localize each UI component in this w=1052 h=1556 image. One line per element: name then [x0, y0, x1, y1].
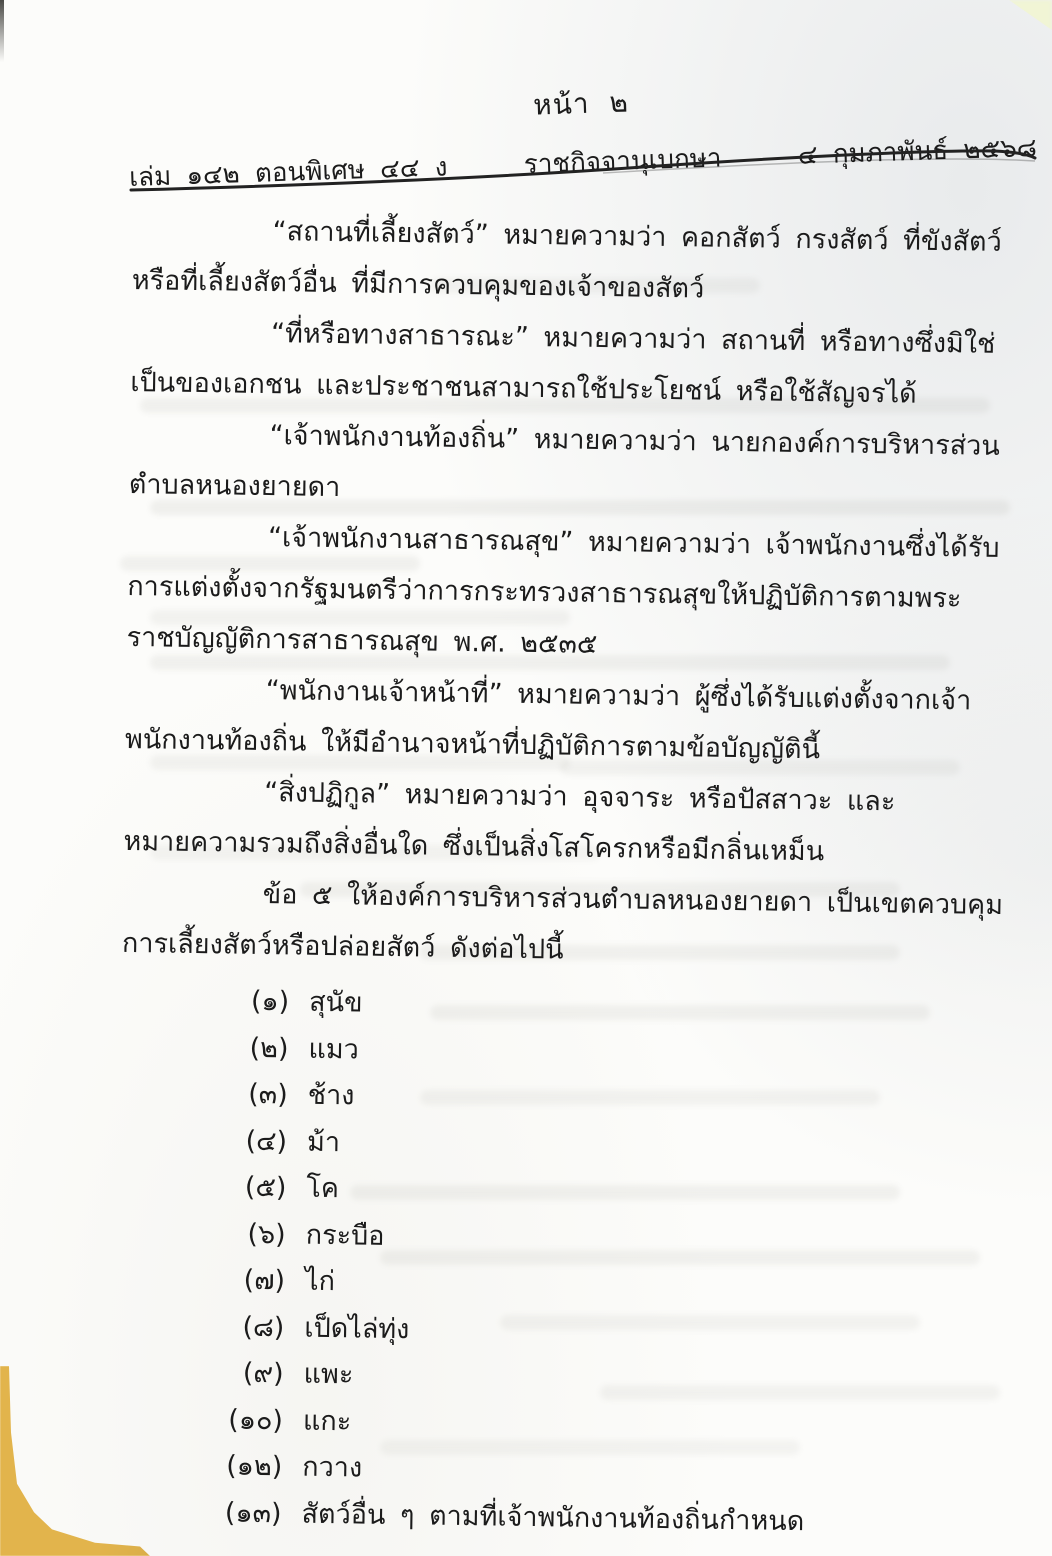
item-label: ม้า: [306, 1126, 341, 1158]
item-number: (๒): [249, 1032, 289, 1064]
definition-paragraph: “เจ้าพนักงานสาธารณสุข” หมายความว่า เจ้าพนักงานซึ่งได้รับการแต่งตั้งจากรัฐมนตรีว่าการกระทรวงสาธารณสุขให้ปฏิบัติการตามพระราชบัญญัติการสาธารณสุข พ.ศ. ๒๕๓๕: [126, 522, 1000, 660]
item-number: (๗): [243, 1264, 286, 1297]
gazette-title: ราชกิจจานุเบกษา: [523, 143, 722, 180]
definition-paragraph: “สถานที่เลี้ยงสัตว์” หมายความว่า คอกสัตว์ กรงสัตว์ ที่ขังสัตว์ หรือที่เลี้ยงสัตว์อื่น ที่มีการควบคุมของเจ้าของสัตว์: [131, 216, 1002, 305]
item-label: เป็ดไล่ทุ่ง: [304, 1312, 410, 1345]
document-body: [113, 204, 1015, 1548]
item-label: กระบือ: [305, 1219, 385, 1252]
item-number: (๑๒): [226, 1450, 283, 1483]
item-label: สัตว์อื่น ๆ ตามที่เจ้าพนักงานท้องถิ่นกำหนด: [301, 1498, 805, 1537]
animal-list: [113, 977, 1003, 1548]
scan-edge-shadow: [0, 0, 4, 62]
item-number: (๔): [245, 1125, 288, 1157]
definition-paragraph: “ที่หรือทางสาธารณะ” หมายความว่า สถานที่ หรือทางซึ่งมิใช่เป็นของเอกชน และประชาชนสามารถใช้ประโยชน์ หรือใช้สัญจรได้: [130, 318, 996, 410]
item-label: แกะ: [302, 1405, 352, 1437]
item-number: (๖): [247, 1218, 286, 1250]
item-label: ช้าง: [307, 1079, 355, 1112]
volume-info: เล่ม ๑๔๒ ตอนพิเศษ ๔๔ ง: [128, 152, 448, 194]
item-number: (๕): [244, 1171, 287, 1204]
item-number: (๑๐): [228, 1404, 284, 1436]
item-number: (๘): [242, 1311, 285, 1343]
clause-5-paragraph: ข้อ ๕ ให้องค์การบริหารส่วนตำบลหนองยายดา เป็นเขตควบคุมการเลี้ยงสัตว์หรือปล่อยสัตว์ ดังต่อไปนี้: [121, 879, 1004, 966]
definition-paragraph: “สิ่งปฏิกูล” หมายความว่า อุจจาระ หรือปัสสาวะ และหมายความรวมถึงสิ่งอื่นใด ซึ่งเป็นสิ่งโสโครกหรือมีกลิ่นเหม็น: [123, 777, 896, 868]
item-label: กวาง: [302, 1451, 363, 1484]
item-label: โค: [306, 1172, 340, 1205]
definition-paragraph: “เจ้าพนักงานท้องถิ่น” หมายความว่า นายกองค์การบริหารส่วนตำบลหนองยายดา: [128, 420, 1001, 504]
item-number: (๑): [250, 985, 290, 1018]
item-number: (๙): [242, 1357, 284, 1390]
gazette-header: [127, 67, 1038, 198]
item-label: แมว: [308, 1033, 360, 1065]
item-label: สุนัข: [308, 986, 363, 1019]
page-number: หน้า ๒: [532, 85, 630, 122]
publication-date: ๔ กุมภาพันธ์ ๒๕๖๘: [797, 132, 1038, 171]
item-label: แพะ: [303, 1358, 354, 1391]
definition-paragraph: “พนักงานเจ้าหน้าที่” หมายความว่า ผู้ซึ่งได้รับแต่งตั้งจากเจ้าพนักงานท้องถิ่น ให้มีอำนาจหน้าที่ปฏิบัติการตามข้อบัญญัตินี้: [124, 675, 972, 766]
item-number: (๑๓): [224, 1497, 282, 1529]
item-number: (๓): [248, 1078, 289, 1111]
scan-corner-tint: [974, 0, 1052, 50]
header-row: [129, 127, 1038, 198]
item-label: ไก่: [304, 1265, 336, 1298]
